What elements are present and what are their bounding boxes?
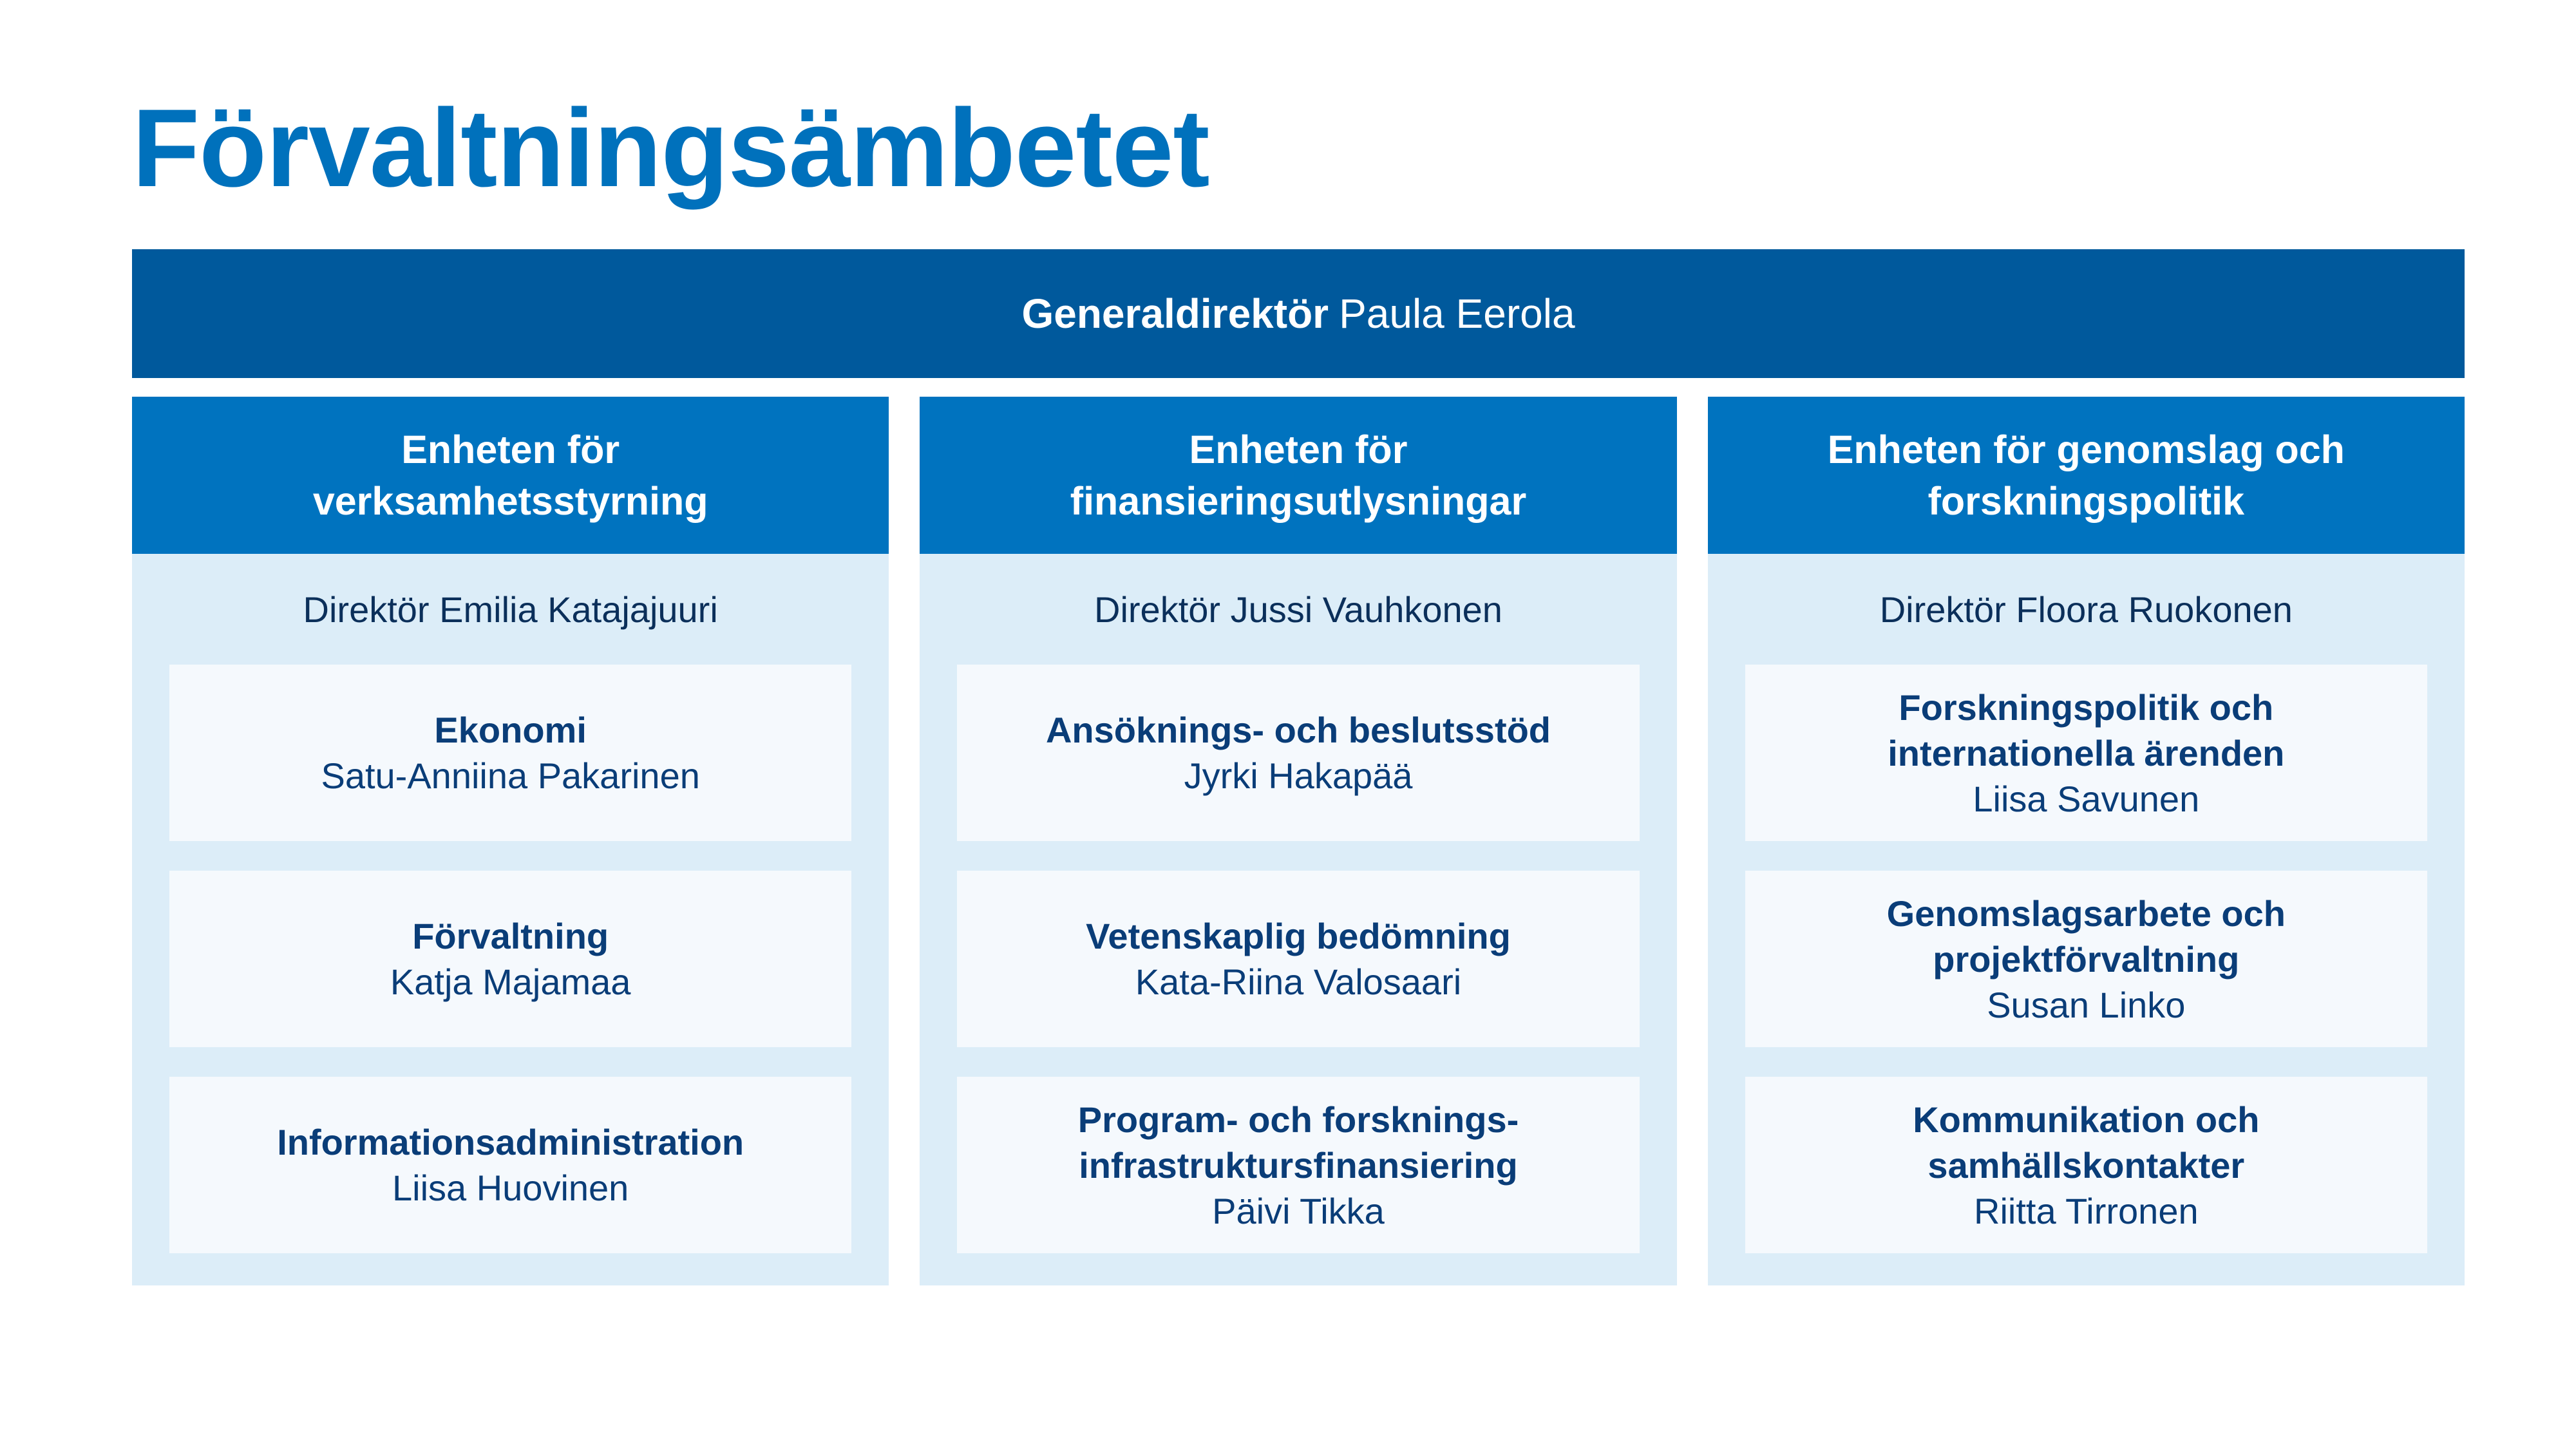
section-name: internationella ärenden: [1888, 732, 2285, 773]
unit-finansieringsutlysningar: [920, 397, 1676, 1285]
section-name: Informationsadministration: [277, 1122, 744, 1162]
section-head: Riitta Tirronen: [1974, 1190, 2199, 1231]
section-head: Kata-Riina Valosaari: [1135, 961, 1462, 1002]
director-general-box: [132, 249, 2465, 378]
section-name: samhällskontakter: [1927, 1144, 2245, 1186]
units-row: [132, 397, 2465, 1285]
section-name: projektförvaltning: [1933, 938, 2240, 980]
section-name: Program- och forsknings-: [1077, 1099, 1519, 1140]
section-box: [1745, 1077, 2427, 1253]
unit-genomslag-forskningspolitik: [1708, 397, 2465, 1285]
unit-director: Direktör Floora Ruokonen: [1879, 589, 2293, 630]
unit-header: [920, 397, 1676, 554]
section-head: Liisa Huovinen: [392, 1168, 629, 1208]
unit-title-line: finansieringsutlysningar: [1070, 479, 1527, 523]
page-title: Förvaltningsämbetet: [132, 86, 1209, 210]
section-name: Genomslagsarbete och: [1886, 893, 2286, 934]
unit-title-line: Enheten för: [1189, 428, 1408, 471]
section-head: Satu-Anniina Pakarinen: [321, 755, 700, 796]
section-box: [1745, 871, 2427, 1047]
section-box: [957, 665, 1639, 841]
unit-director: Direktör Jussi Vauhkonen: [1094, 589, 1502, 630]
unit-director: Direktör Emilia Katajajuuri: [303, 589, 718, 630]
section-name: Ekonomi: [434, 710, 587, 750]
unit-verksamhetsstyrning: [132, 397, 889, 1285]
section-head: Jyrki Hakapää: [1184, 755, 1413, 796]
section-name: Vetenskaplig bedömning: [1086, 916, 1511, 956]
unit-header: [132, 397, 889, 554]
section-box: [1745, 665, 2427, 841]
unit-sections: [920, 665, 1676, 1253]
section-box: [957, 871, 1639, 1047]
section-name: Forskningspolitik och: [1899, 687, 2274, 728]
section-name: Ansöknings- och beslutsstöd: [1045, 710, 1551, 750]
unit-title-line: verksamhetsstyrning: [312, 479, 708, 523]
unit-header: [1708, 397, 2465, 554]
section-box: [957, 1077, 1639, 1253]
section-head: Susan Linko: [1987, 984, 2186, 1025]
section-box: [169, 665, 851, 841]
unit-title-line: forskningspolitik: [1927, 479, 2245, 523]
section-box: [169, 1077, 851, 1253]
director-general-role: Generaldirektör: [1021, 290, 1329, 337]
section-name: Förvaltning: [412, 916, 609, 956]
unit-title-line: Enheten för: [401, 428, 620, 471]
section-head: Liisa Savunen: [1973, 778, 2200, 819]
unit-title-line: Enheten för genomslag och: [1827, 428, 2345, 471]
section-box: [169, 871, 851, 1047]
section-head: Päivi Tikka: [1212, 1190, 1385, 1231]
section-head: Katja Majamaa: [390, 961, 631, 1002]
director-general-name: Paula Eerola: [1339, 290, 1575, 337]
unit-sections: [1708, 665, 2465, 1253]
unit-sections: [132, 665, 889, 1253]
section-name: infrastruktursfinansiering: [1079, 1144, 1518, 1186]
section-name: Kommunikation och: [1913, 1099, 2260, 1140]
